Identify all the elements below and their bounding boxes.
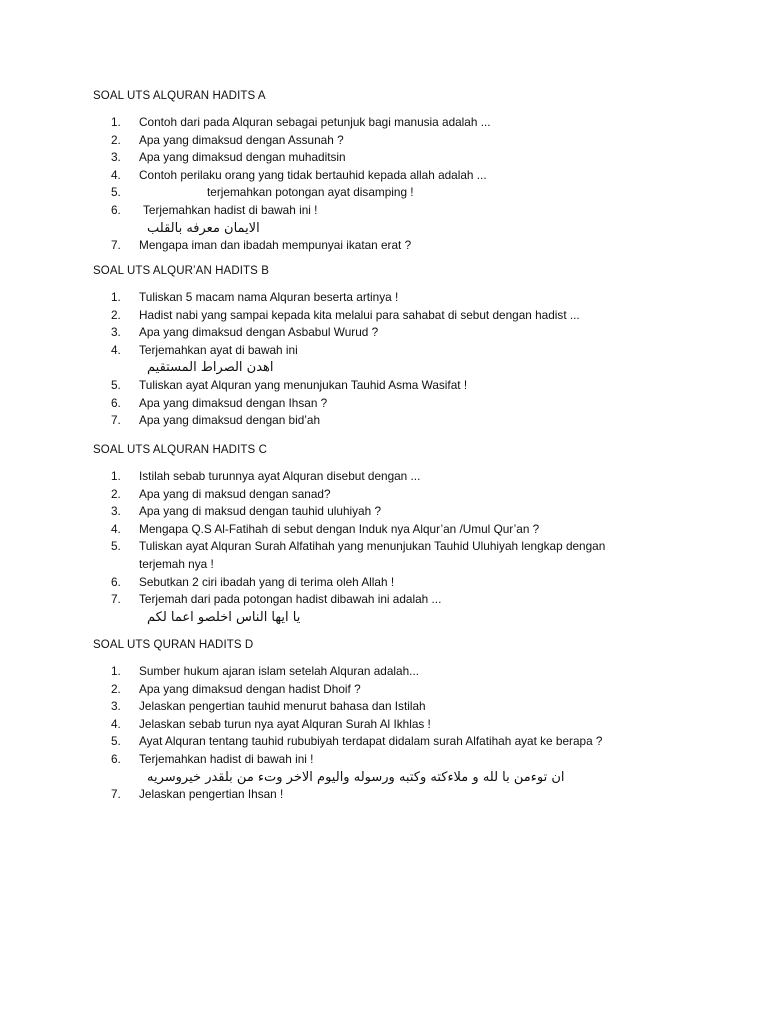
- question-item: [93, 663, 693, 681]
- question-number: 5.: [111, 734, 121, 749]
- question-text: Contoh dari pada Alquran sebagai petunjuk bagi manusia adalah ...: [139, 115, 491, 129]
- question-text: Contoh perilaku orang yang tidak bertauhid kepada allah adalah ...: [139, 167, 487, 182]
- question-item: [93, 751, 693, 769]
- question-item: [93, 681, 693, 699]
- question-number: 2.: [111, 132, 121, 147]
- arabic-text: الايمان معرفه بالقلب: [147, 220, 260, 236]
- question-item: [93, 132, 693, 150]
- question-text: Tuliskan 5 macam nama Alquran beserta artinya !: [139, 290, 399, 304]
- exam-section: [93, 262, 693, 430]
- question-item: [93, 521, 693, 539]
- arabic-line: [93, 769, 693, 787]
- question-number: 2.: [111, 307, 121, 322]
- section-title: SOAL UTS ALQURAN HADITS A: [93, 90, 266, 102]
- question-text: Terjemah dari pada potongan hadist dibawah ini adalah ...: [139, 592, 442, 607]
- question-list: [93, 663, 693, 804]
- arabic-text: ان توءمن با لله و ملاءكته وكتبه ورسوله واليوم الاخر وتء من بلقدر خيروسريه: [147, 769, 565, 785]
- question-text: Tuliskan ayat Alquran yang menunjukan Tauhid Asma Wasifat !: [139, 377, 468, 392]
- question-number: 7.: [111, 592, 121, 607]
- question-text: Mengapa Q.S Al-Fatihah di sebut dengan Induk nya Alqur’an /Umul Qur’an ?: [139, 521, 540, 536]
- question-number: 4.: [111, 342, 121, 357]
- question-text: Terjemahkan ayat di bawah ini: [139, 342, 298, 357]
- question-list: [93, 289, 693, 430]
- section-title: SOAL UTS QURAN HADITS D: [93, 639, 254, 651]
- exam-section: [93, 87, 693, 255]
- question-item: [93, 324, 693, 342]
- question-text: Apa yang dimaksud dengan muhaditsin: [139, 150, 346, 165]
- question-text: Ayat Alquran tentang tauhid rububiyah terdapat didalam surah Alfatihah ayat ke berapa ?: [139, 734, 603, 749]
- arabic-line: [93, 359, 693, 377]
- question-item: [93, 486, 693, 504]
- question-text: Istilah sebab turunnya ayat Alquran disebut dengan ...: [139, 469, 421, 483]
- question-text: Jelaskan pengertian Ihsan !: [139, 787, 284, 802]
- question-item: [93, 733, 693, 751]
- question-item: [93, 786, 693, 804]
- section-title: SOAL UTS ALQUR’AN HADITS B: [93, 265, 269, 277]
- question-continuation: [93, 556, 693, 574]
- question-number: 3.: [111, 325, 121, 340]
- question-number: 3.: [111, 699, 121, 714]
- question-item: [93, 377, 693, 395]
- question-item: [93, 574, 693, 592]
- question-text-continued: terjemah nya !: [139, 556, 214, 571]
- question-item: [93, 307, 693, 325]
- question-number: 4.: [111, 521, 121, 536]
- question-item: [93, 237, 693, 255]
- question-item: [93, 698, 693, 716]
- question-text: Tuliskan ayat Alquran Surah Alfatihah yang menunjukan Tauhid Uluhiyah lengkap dengan: [139, 539, 606, 554]
- question-number: 4.: [111, 716, 121, 731]
- arabic-text: اهدن الصراط المستقيم: [147, 360, 274, 376]
- question-text: Apa yang dimaksud dengan hadist Dhoif ?: [139, 681, 361, 696]
- question-text: Hadist nabi yang sampai kepada kita melalui para sahabat di sebut dengan hadist ...: [139, 307, 580, 322]
- question-number: 7.: [111, 238, 121, 253]
- question-number: 1.: [111, 290, 121, 304]
- question-item: [93, 716, 693, 734]
- question-item: [93, 184, 693, 202]
- question-text: Terjemahkan hadist di bawah ini !: [143, 202, 318, 217]
- question-text: Apa yang di maksud dengan sanad?: [139, 486, 331, 501]
- question-item: [93, 591, 693, 609]
- question-number: 6.: [111, 202, 121, 217]
- question-number: 3.: [111, 150, 121, 165]
- exam-section: [93, 441, 693, 626]
- question-item: [93, 342, 693, 360]
- exam-section: [93, 636, 693, 804]
- question-text: Jelaskan sebab turun nya ayat Alquran Surah Al Ikhlas !: [139, 716, 431, 731]
- question-text: Apa yang dimaksud dengan bid’ah: [139, 413, 321, 428]
- question-number: 5.: [111, 539, 121, 554]
- question-number: 6.: [111, 395, 121, 410]
- question-number: 2.: [111, 681, 121, 696]
- question-number: 7.: [111, 787, 121, 802]
- question-list: [93, 114, 693, 255]
- question-item: [93, 289, 693, 307]
- question-item: [93, 395, 693, 413]
- question-text: Sumber hukum ajaran islam setelah Alquran adalah...: [139, 664, 420, 678]
- question-item: [93, 114, 693, 132]
- question-number: 6.: [111, 574, 121, 589]
- question-number: 1.: [111, 115, 121, 129]
- question-text: Jelaskan pengertian tauhid menurut bahasa dan Istilah: [139, 699, 426, 714]
- question-number: 2.: [111, 486, 121, 501]
- arabic-line: [93, 609, 693, 627]
- question-item: [93, 202, 693, 220]
- question-number: 5.: [111, 185, 121, 200]
- question-item: [93, 167, 693, 185]
- question-item: [93, 149, 693, 167]
- question-text: Terjemahkan hadist di bawah ini !: [139, 751, 314, 766]
- question-text: Apa yang dimaksud dengan Asbabul Wurud ?: [139, 325, 379, 340]
- arabic-text: يا ايها الناس اخلصو اعما لكم: [147, 609, 301, 625]
- arabic-line: [93, 220, 693, 238]
- question-item: [93, 538, 693, 556]
- question-number: 6.: [111, 751, 121, 766]
- question-item: [93, 503, 693, 521]
- question-number: 1.: [111, 664, 121, 678]
- question-item: [93, 412, 693, 430]
- question-text: Apa yang dimaksud dengan Ihsan ?: [139, 395, 328, 410]
- question-number: 3.: [111, 504, 121, 519]
- question-text: Apa yang dimaksud dengan Assunah ?: [139, 132, 344, 147]
- question-text: Apa yang di maksud dengan tauhid uluhiyah ?: [139, 504, 382, 519]
- question-text: terjemahkan potongan ayat disamping !: [207, 185, 414, 200]
- section-title: SOAL UTS ALQURAN HADITS C: [93, 444, 267, 456]
- question-list: [93, 468, 693, 626]
- question-text: Sebutkan 2 ciri ibadah yang di terima oleh Allah !: [139, 574, 395, 589]
- question-number: 4.: [111, 167, 121, 182]
- question-item: [93, 468, 693, 486]
- question-text: Mengapa iman dan ibadah mempunyai ikatan erat ?: [139, 238, 412, 253]
- question-number: 1.: [111, 469, 121, 483]
- question-number: 5.: [111, 377, 121, 392]
- question-number: 7.: [111, 413, 121, 428]
